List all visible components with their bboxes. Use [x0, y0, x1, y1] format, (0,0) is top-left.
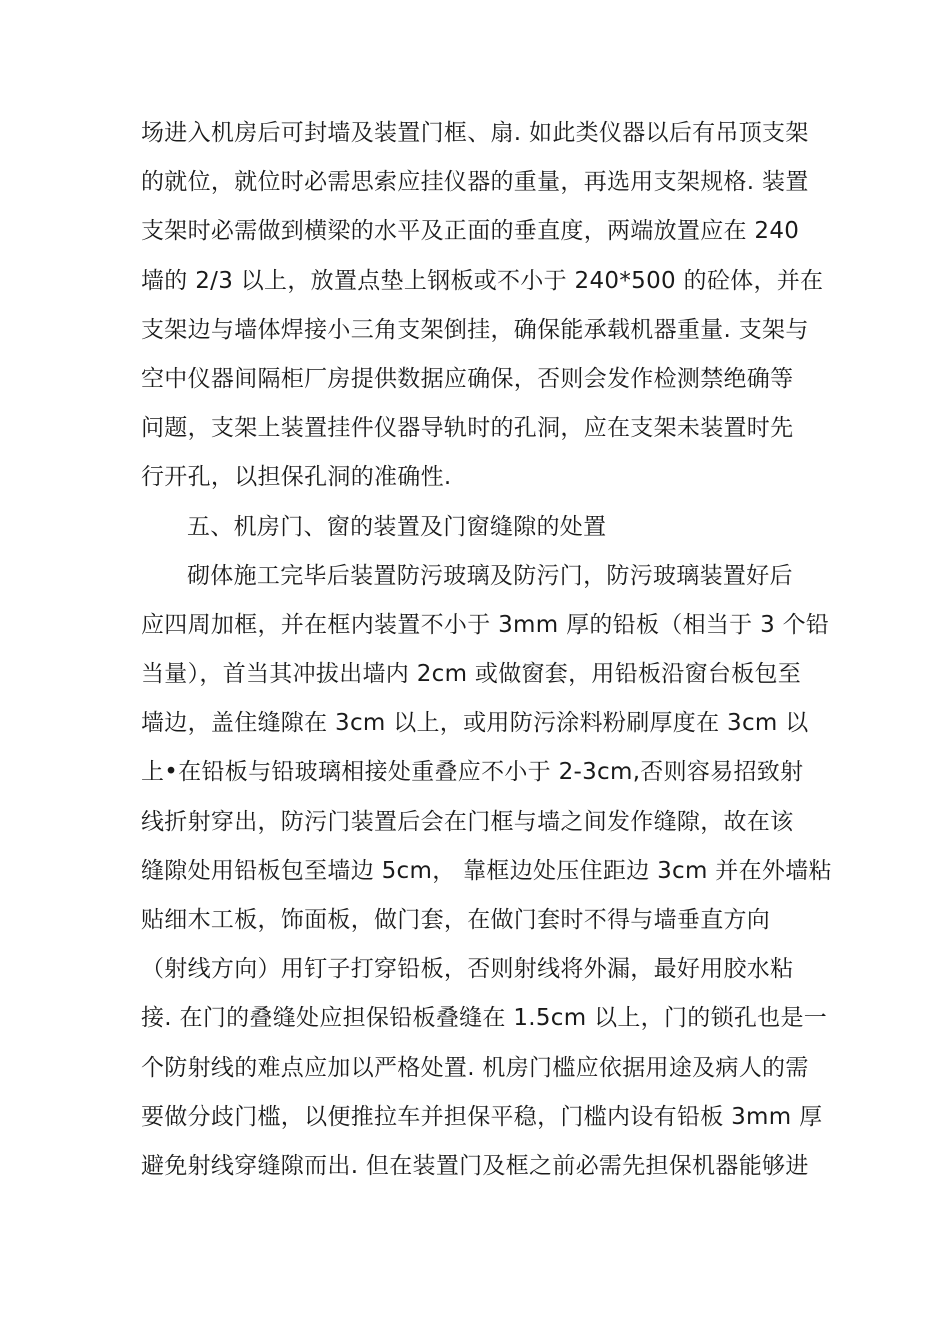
paragraph-1-line: 支架边与墙体焊接小三角支架倒挂，确保能承载机器重量. 支架与: [141, 316, 809, 343]
paragraph-2-line: 墙边，盖住缝隙在 3cm 以上，或用防污涂料粉刷厚度在 3cm 以: [141, 710, 809, 737]
paragraph-2-line: 个防射线的难点应加以严格处置. 机房门槛应依据用途及病人的需: [141, 1054, 809, 1081]
paragraph-1-line: 场进入机房后可封墙及装置门框、扇. 如此类仪器以后有吊顶支架: [141, 120, 809, 146]
paragraph-2-line: 贴细木工板，饰面板，做门套，在做门套时不得与墙垂直方向: [141, 907, 771, 933]
paragraph-2-line: 砌体施工完毕后装置防污玻璃及防污门，防污玻璃装置好后: [187, 562, 793, 589]
paragraph-2-line: 当量），首当其冲拔出墙内 2cm 或做窗套，用铅板沿窗台板包至: [141, 661, 802, 688]
paragraph-1-line: 的就位，就位时必需思索应挂仪器的重量，再选用支架规格. 装置: [141, 169, 809, 196]
paragraph-2-line: 缝隙处用铅板包至墙边 5cm， 靠框边处压住距边 3cm 并在外墙粘: [141, 857, 832, 884]
section-heading: 五、机房门、窗的装置及门窗缝隙的处置: [187, 513, 607, 540]
paragraph-2-line: 避免射线穿缝隙而出. 但在装置门及框之前必需先担保机器能够进: [141, 1152, 809, 1179]
paragraph-2-line: 要做分歧门槛，以便推拉车并担保平稳，门槛内设有铅板 3mm 厚: [141, 1103, 823, 1130]
paragraph-1-line: 空中仪器间隔柜厂房提供数据应确保，否则会发作检测禁绝确等: [141, 365, 794, 392]
paragraph-2-line: 接. 在门的叠缝处应担保铅板叠缝在 1.5cm 以上，门的锁孔也是一: [141, 1005, 828, 1032]
paragraph-1-line: 行开孔，以担保孔洞的准确性.: [141, 464, 452, 491]
paragraph-2-line: 线折射穿出，防污门装置后会在门框与墙之间发作缝隙，故在该: [141, 808, 794, 835]
document-body: [141, 109, 831, 1191]
paragraph-2-line: （射线方向）用钉子打穿铅板，否则射线将外漏，最好用胶水粘: [141, 956, 794, 983]
paragraph-1-line: 支架时必需做到横梁的水平及正面的垂直度，两端放置应在 240: [141, 218, 800, 245]
paragraph-2-line: 应四周加框，并在框内装置不小于 3mm 厚的铅板（相当于 3 个铅: [141, 611, 830, 638]
paragraph-1-line: 问题，支架上装置挂件仪器导轨时的孔洞，应在支架未装置时先: [141, 415, 794, 442]
paragraph-1-line: 墙的 2/3 以上，放置点垫上钢板或不小于 240*500 的砼体，并在: [141, 267, 824, 294]
paragraph-2-line: 上•在铅板与铅玻璃相接处重叠应不小于 2-3cm,否则容易招致射: [141, 759, 804, 786]
